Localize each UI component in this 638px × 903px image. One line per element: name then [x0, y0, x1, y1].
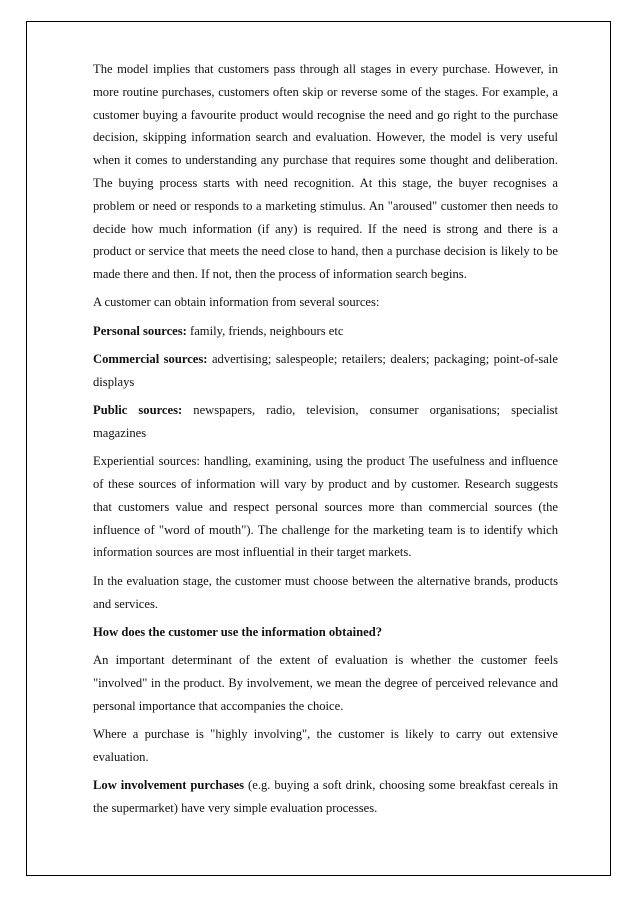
paragraph-text: An important determinant of the extent of evaluation is whether the customer feels "involved" in the product. By involvement, we mean the degree of perceived relevance and personal importance that accompanies the choice. [93, 653, 558, 713]
paragraph-text: Experiential sources: handling, examining, using the product The usefulness and influence of these sources of information will vary by product and by customer. Research suggests that customers value and respect personal sources more than commercial sources (the influence of "word of mouth"). The challenge for the marketing team is to identify which information sources are most influential in their target markets. [93, 454, 558, 560]
paragraph-highly-involving [93, 723, 558, 769]
document-body [93, 58, 558, 825]
paragraph-personal-sources [93, 320, 558, 343]
section-heading [93, 621, 558, 644]
paragraph-text: family, friends, neighbours etc [186, 323, 344, 338]
paragraph-text: advertising; salespeople; retailers; dealers; packaging; point-of-sale displays [93, 352, 558, 389]
paragraph-text: In the evaluation stage, the customer must choose between the alternative brands, products and services. [93, 573, 558, 611]
bold-lead: Low involvement purchases [93, 778, 245, 793]
bold-lead: Public sources: [93, 403, 183, 418]
paragraph-commercial-sources [93, 348, 558, 394]
paragraph-model-stages [93, 58, 558, 286]
heading-text: How does the customer use the information obtained? [93, 624, 383, 639]
paragraph-text: A customer can obtain information from several sources: [93, 295, 380, 310]
paragraph-text: The model implies that customers pass through all stages in every purchase. However, in more routine purchases, customers often skip or reverse some of the stages. For example, a customer buying a favourite product would recognise the need and go right to the purchase decision, skipping information search and evaluation. However, the model is very useful when it comes to understanding any purchase that requires some thought and deliberation. The buying process starts with need recognition. At this stage, the buyer recognises a problem or need or responds to a marketing stimulus. An "aroused" customer then needs to decide how much information (if any) is required. If the need is strong and there is a product or service that meets the need close to hand, then a purchase decision is likely to be made there and then. If not, then the process of information search begins. [93, 62, 558, 282]
paragraph-text: Where a purchase is "highly involving", the customer is likely to carry out extensive evaluation. [93, 727, 558, 764]
bold-lead: Personal sources: [93, 323, 187, 338]
paragraph-evaluation-stage [93, 570, 558, 616]
paragraph-involvement [93, 649, 558, 717]
paragraph-public-sources [93, 399, 558, 445]
paragraph-low-involvement [93, 774, 558, 820]
paragraph-text: (e.g. buying a soft drink, choosing some breakfast cereals in the supermarket) have very simple evaluation processes. [93, 778, 558, 815]
bold-lead: Commercial sources: [93, 352, 208, 367]
paragraph-sources-intro [93, 291, 558, 314]
paragraph-experiential-sources [93, 450, 558, 564]
paragraph-text: newspapers, radio, television, consumer organisations; specialist magazines [93, 403, 558, 440]
